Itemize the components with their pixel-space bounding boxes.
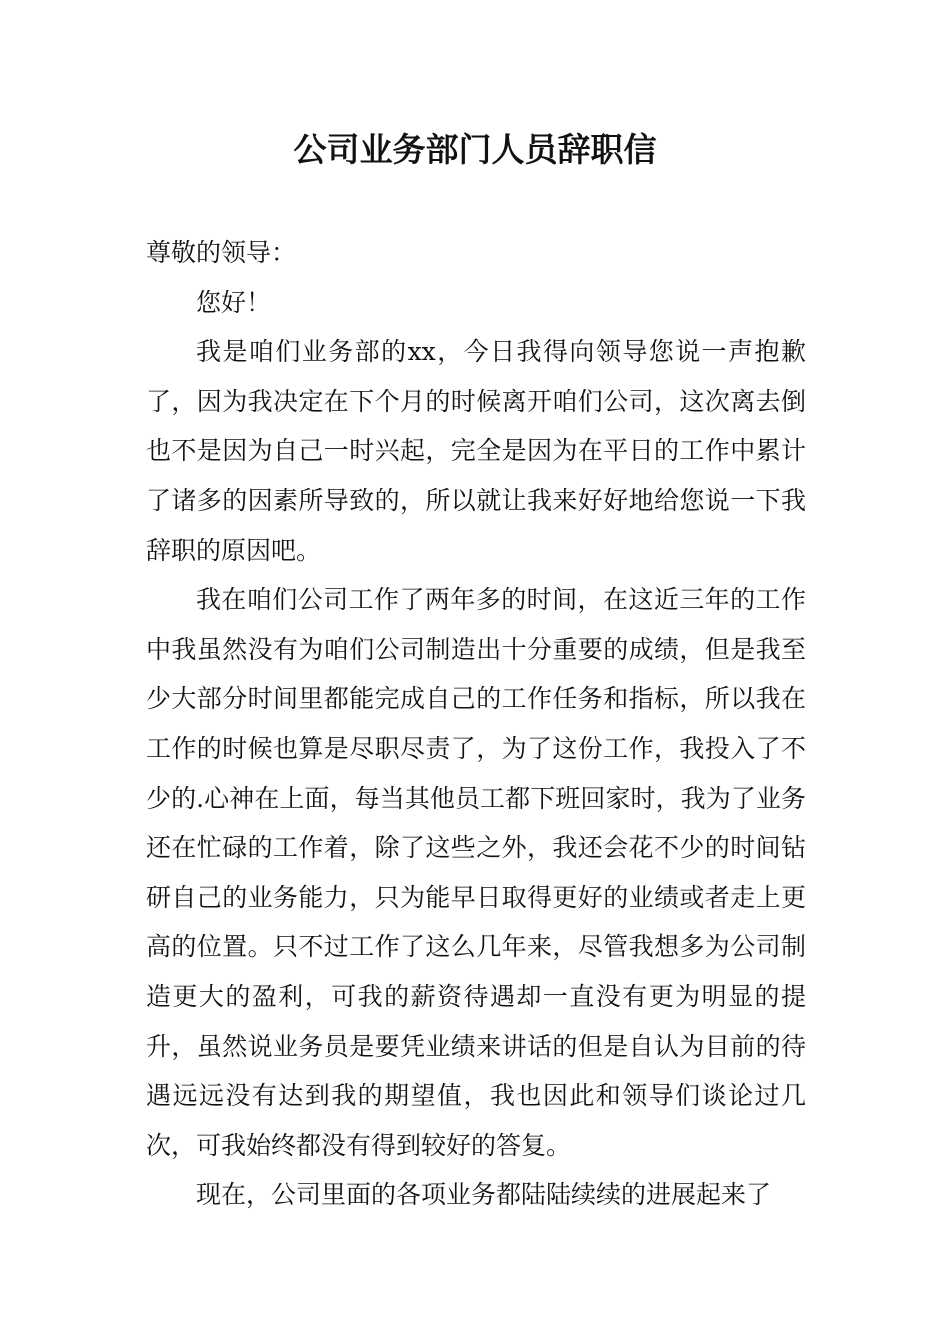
letter-body [146, 228, 806, 1220]
paragraph-current: 现在，公司里面的各项业务都陆陆续续的进展起来了 [196, 1180, 772, 1210]
paragraph-intro: 我是咱们业务部的xx，今日我得向领导您说一声抱歉了，因为我决定在下个月的时候离开咱们公司，这次离去倒也不是因为自己一时兴起，完全是因为在平日的工作中累计了诸多的因素所导致的，所以就让我来好好地给您说一下我辞职的原因吧。 [146, 337, 806, 565]
paragraph-greeting: 您好！ [196, 287, 272, 317]
document-title: 公司业务部门人员辞职信 [293, 130, 657, 169]
paragraph-reasons: 我在咱们公司工作了两年多的时间，在这近三年的工作中我虽然没有为咱们公司制造出十分重要的成绩，但是我至少大部分时间里都能完成自己的工作任务和指标，所以我在工作的时候也算是尽职尽责了，为了这份工作，我投入了不少的.心神在上面，每当其他员工都下班回家时，我为了业务还在忙碌的工作着，除了这些之外，我还会花不少的时间钻研自己的业务能力，只为能早日取得更好的业绩或者走上更高的位置。只不过工作了这么几年来，尽管我想多为公司制造更大的盈利，可我的薪资待遇却一直没有更为明显的提升，虽然说业务员是要凭业绩来讲话的但是自认为目前的待遇远远没有达到我的期望值，我也因此和领导们谈论过几次，可我始终都没有得到较好的答复。 [146, 585, 806, 1160]
salutation: 尊敬的领导： [146, 238, 297, 267]
